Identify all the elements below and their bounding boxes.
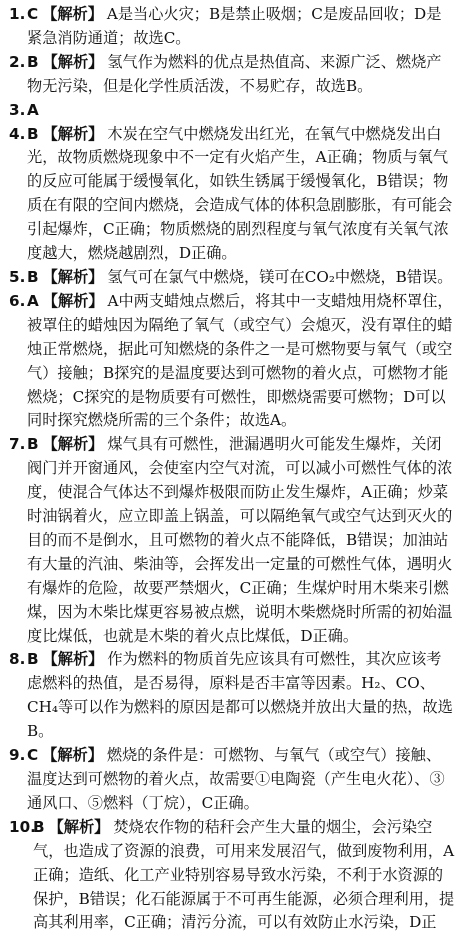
analysis-tag: 【解析】 (42, 124, 104, 143)
analysis-text: A中两支蜡烛点燃后，将其中一支蜡烛用烧杯罩住，被罩住的蜡烛因为隔绝了氧气（或空气）会熄灭，没有罩住的蜡烛正常燃烧，据此可知燃烧的条件之一是可燃物要与氧气（或空气）接触；B探究的是温度要达到可燃物的着火点，可燃物才能燃烧；C探究的是物质要有可燃性，即燃烧需要可燃物；D可以同时探究燃烧所需的三个条件；故选A。 (27, 291, 453, 430)
analysis-tag: 【解析】 (42, 435, 104, 454)
item-answer: B (27, 52, 39, 71)
analysis-text: 木炭在空气中燃烧发出红光，在氧气中燃烧发出白光，故物质燃烧现象中不一定有火焰产生，A正确；物质与氧气的反应可能属于缓慢氧化，如铁生锈属于缓慢氧化，B错误；物质在有限的空间内燃烧，会造成气体的体积急剧膨胀，有可能会引起爆炸，C正确；物质燃烧的剧烈程度与氧气浓度有关氧气浓度越大，燃烧越剧烈，D正确。 (27, 124, 453, 263)
item-answer: A (27, 100, 39, 119)
item-answer: A (27, 291, 39, 310)
analysis-text: 氢气作为燃料的优点是热值高、来源广泛、燃烧产物无污染，但是化学性质活泼，不易贮存，故选B。 (27, 52, 442, 95)
answer-item-3 (9, 99, 456, 123)
item-answer: C (27, 746, 39, 765)
analysis-tag: 【解析】 (42, 291, 104, 310)
item-number: 3. (9, 100, 26, 119)
analysis-text: 焚烧农作物的秸秆会产生大量的烟尘，会污染空气，也造成了资源的浪费，可用来发展沼气，做到废物利用，A正确；造纸、化工产业特别容易导致水污染，不利于水资源的保护，B错误；化石能源属于不可再生能源，必须合理利用，提高其利用率，C正确；清污分流，可以有效防止水污染，D正 (33, 817, 455, 932)
item-answer: B (27, 267, 39, 286)
answer-item-6 (9, 290, 456, 433)
analysis-tag: 【解析】 (42, 650, 104, 669)
item-number: 2. (9, 52, 26, 71)
answer-item-4 (9, 123, 456, 266)
item-answer: C (27, 5, 39, 23)
analysis-text: A是当心火灾；B是禁止吸烟；C是废品回收；D是紧急消防通道；故选C。 (27, 5, 442, 47)
answer-item-2 (9, 51, 456, 99)
analysis-tag: 【解析】 (42, 52, 104, 71)
analysis-text: 作为燃料的物质首先应该具有可燃性，其次应该考虑燃料的热值，是否易得，原料是否丰富等因素。H₂、CO、CH₄等可以作为燃料的原因是都可以燃烧并放出大量的热，故选B。 (27, 650, 453, 741)
item-answer: B (33, 817, 45, 836)
analysis-text: 燃烧的条件是：可燃物、与氧气（或空气）接触、温度达到可燃物的着火点，故需要①电陶瓷（产生电火花）、③通风口、⑤燃料（丁烷），C正确。 (27, 746, 445, 812)
item-number: 1. (9, 5, 26, 23)
item-answer: B (27, 124, 39, 143)
analysis-text: 煤气具有可燃性，泄漏遇明火可能发生爆炸，关闭阀门并开窗通风，会使室内空气对流，可以减小可燃性气体的浓度，使混合气体达不到爆炸极限而防止发生爆炸，A正确；炒菜时油锅着火，应立即盖上锅盖，可以隔绝氧气或空气达到灭火的目的而不是倒水，且可燃物的着火点不能降低，B错误；加油站有大量的汽油、柴油等，会挥发出一定量的可燃性气体，遇明火有爆炸的危险，故要严禁烟火，C正确；生煤炉时用木柴来引燃煤，因为木柴比煤更容易被点燃，说明木柴燃烧时所需的初始温度比煤低，也就是木柴的着火点比煤低，D正确。 (27, 435, 453, 645)
answer-item-9 (9, 744, 456, 816)
item-number: 5. (9, 267, 26, 286)
item-number: 7. (9, 435, 26, 454)
answer-item-5 (9, 266, 456, 290)
item-answer: B (27, 435, 39, 454)
item-answer: B (27, 650, 39, 669)
analysis-tag: 【解析】 (42, 267, 104, 286)
answer-item-1 (9, 3, 456, 51)
item-number: 10. (9, 817, 36, 836)
answer-item-8 (9, 648, 456, 744)
item-number: 6. (9, 291, 26, 310)
item-number: 9. (9, 746, 26, 765)
answer-item-7 (9, 433, 456, 648)
analysis-tag: 【解析】 (42, 746, 103, 765)
item-number: 4. (9, 124, 26, 143)
analysis-tag: 【解析】 (42, 5, 103, 23)
analysis-tag: 【解析】 (48, 817, 110, 836)
answer-item-10 (9, 816, 456, 935)
analysis-text: 氢气可在氯气中燃烧，镁可在CO₂中燃烧，B错误。 (107, 267, 453, 286)
item-number: 8. (9, 650, 26, 669)
